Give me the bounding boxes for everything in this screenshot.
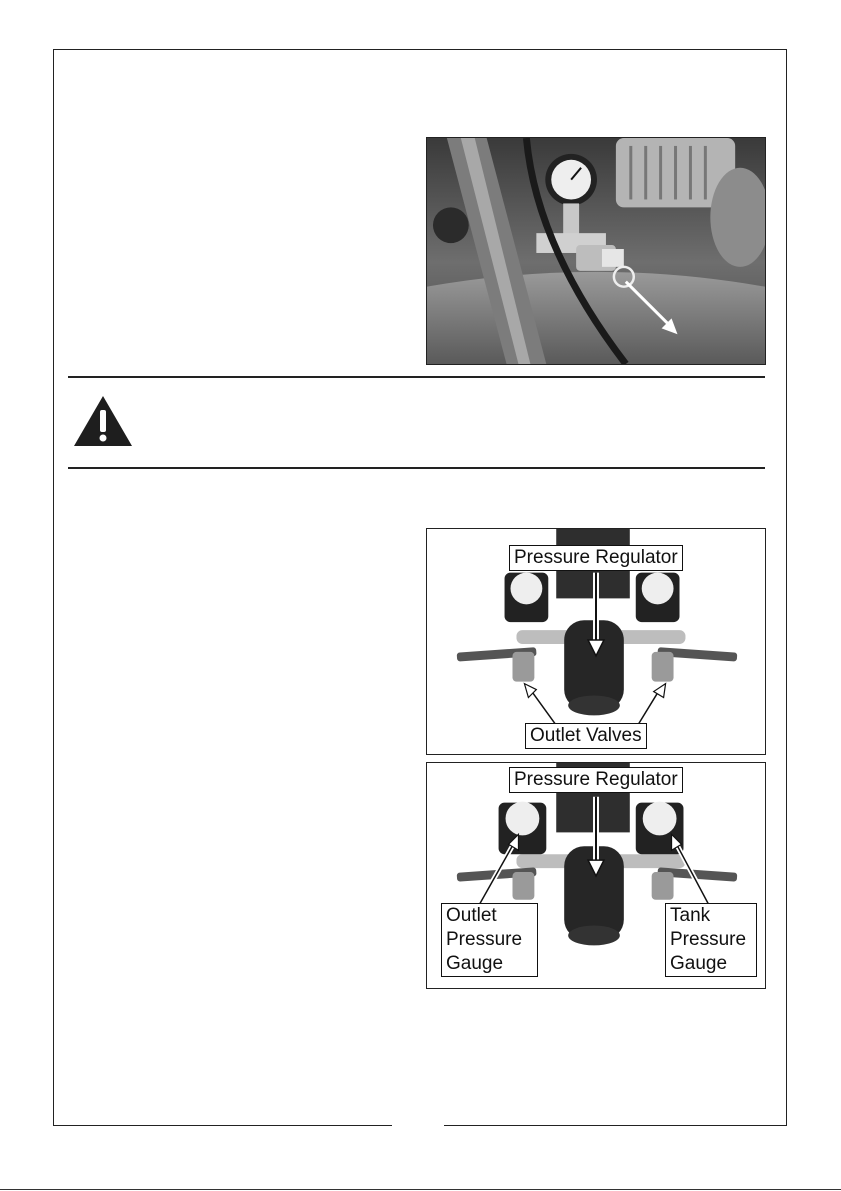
- warning-bottom-rule: [68, 467, 765, 469]
- tank-pressure-gauge-label: Tank Pressure Gauge: [665, 903, 757, 977]
- outlet-pressure-gauge-label: Outlet Pressure Gauge: [441, 903, 538, 977]
- outlet-valves-label: Outlet Valves: [525, 723, 647, 749]
- safety-valve-photo: [426, 137, 766, 365]
- footer-gap: [392, 1121, 444, 1131]
- pressure-regulator-label-2: Pressure Regulator: [509, 767, 683, 793]
- warning-triangle-icon: [72, 394, 134, 448]
- warning-top-rule: [68, 376, 765, 378]
- pressure-regulator-label: Pressure Regulator: [509, 545, 683, 571]
- bottom-rule: [0, 1189, 841, 1190]
